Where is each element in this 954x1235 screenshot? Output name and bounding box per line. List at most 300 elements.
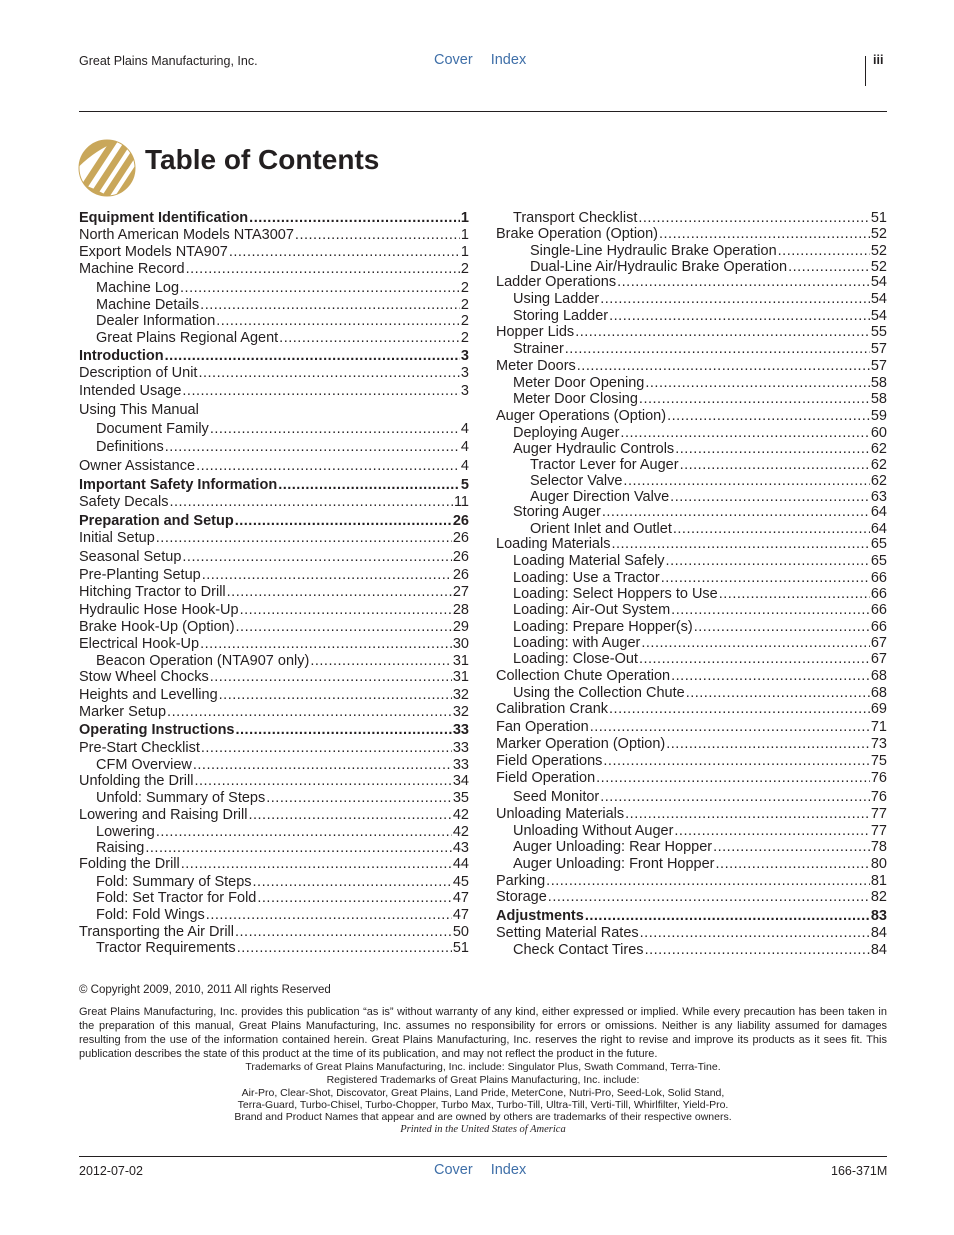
great-plains-logo-icon: [78, 139, 136, 197]
toc-entry[interactable]: [79, 773, 469, 790]
toc-entry-page: 84: [870, 942, 887, 958]
toc-dot-leader: [167, 704, 452, 721]
toc-entry[interactable]: [496, 806, 887, 823]
toc-entry[interactable]: [96, 313, 469, 330]
toc-entry-page: 2: [460, 313, 469, 329]
toc-entry-page: 64: [870, 504, 887, 520]
toc-entry-page: 51: [870, 210, 887, 226]
toc-dot-leader: [236, 722, 452, 739]
toc-entry-page: 31: [452, 653, 469, 669]
toc-entry[interactable]: [79, 227, 469, 244]
toc-dot-leader: [145, 840, 452, 857]
toc-entry-page: 66: [870, 586, 887, 602]
toc-entry-page: 60: [870, 425, 887, 441]
toc-dot-leader: [609, 308, 870, 325]
toc-entry-page: 54: [870, 291, 887, 307]
toc-entry[interactable]: [96, 653, 469, 670]
toc-entry[interactable]: [513, 504, 887, 521]
trademark-line: Brand and Product Names that appear and are owned by others are trademarks of their respective owners.: [234, 1111, 732, 1123]
toc-dot-leader: [686, 685, 870, 702]
toc-entry-title: Ladder Operations: [496, 274, 617, 290]
toc-entry[interactable]: [513, 441, 887, 458]
toc-entry-title: Lowering and Raising Drill: [79, 807, 248, 823]
toc-entry[interactable]: [79, 365, 469, 382]
toc-entry-title: Machine Log: [96, 280, 180, 296]
toc-dot-leader: [596, 770, 870, 787]
header-page-number: iii: [873, 53, 884, 67]
toc-dot-leader: [641, 635, 869, 652]
toc-entry-title: Preparation and Setup: [79, 513, 234, 529]
toc-entry-page: 11: [453, 494, 469, 510]
toc-dot-leader: [590, 719, 870, 736]
toc-entry-title: Brake Hook-Up (Option): [79, 619, 235, 635]
toc-dot-leader: [210, 421, 460, 438]
toc-dot-leader: [237, 940, 452, 957]
toc-entry-title: Export Models NTA907: [79, 244, 228, 260]
toc-entry[interactable]: [496, 274, 887, 291]
toc-entry-page: 77: [870, 823, 887, 839]
toc-entry-title: Initial Setup: [79, 530, 155, 546]
toc-entry[interactable]: [79, 402, 469, 419]
toc-entry-page: 57: [870, 341, 887, 357]
toc-entry-title: Loading: Close-Out: [513, 651, 638, 667]
toc-entry[interactable]: [513, 823, 887, 840]
toc-entry-title: Auger Hydraulic Controls: [513, 441, 675, 457]
toc-entry[interactable]: [79, 244, 469, 261]
toc-entry-title: Meter Doors: [496, 358, 576, 374]
toc-entry-title: Pre-Start Checklist: [79, 740, 200, 756]
toc-entry[interactable]: [496, 408, 887, 425]
toc-dot-leader: [186, 261, 460, 278]
toc-entry-page: 3: [460, 365, 469, 381]
toc-dot-leader: [193, 757, 452, 774]
toc-dot-leader: [182, 549, 451, 566]
toc-entry-title: Document Family: [96, 421, 209, 437]
toc-entry[interactable]: [496, 889, 887, 906]
toc-entry[interactable]: [96, 940, 469, 957]
toc-dot-leader: [249, 210, 460, 227]
toc-entry-page: 68: [870, 668, 887, 684]
toc-entry-title: Marker Setup: [79, 704, 167, 720]
toc-entry-title: Machine Record: [79, 261, 185, 277]
toc-entry[interactable]: [79, 261, 469, 278]
toc-entry-page: 29: [452, 619, 469, 635]
toc-entry-title: Unloading Without Auger: [513, 823, 674, 839]
toc-entry[interactable]: [79, 924, 469, 941]
toc-entry[interactable]: [496, 925, 887, 942]
toc-entry[interactable]: [79, 722, 469, 739]
toc-entry-title: Storing Auger: [513, 504, 601, 520]
toc-entry-title: Using the Collection Chute: [513, 685, 685, 701]
toc-entry-title: Introduction: [79, 348, 164, 364]
toc-dot-leader: [603, 753, 869, 770]
toc-entry-title: Beacon Operation (NTA907 only): [96, 653, 310, 669]
toc-entry-title: Storing Ladder: [513, 308, 609, 324]
toc-entry-page: 33: [452, 740, 469, 756]
toc-dot-leader: [609, 701, 870, 718]
toc-dot-leader: [666, 736, 870, 753]
toc-entry[interactable]: [96, 330, 469, 347]
toc-entry[interactable]: [530, 243, 887, 260]
toc-entry-page: 28: [452, 602, 469, 618]
toc-dot-leader: [778, 243, 870, 260]
toc-entry-title: Loading: Prepare Hopper(s): [513, 619, 693, 635]
footer-cover-link[interactable]: Cover: [434, 1162, 473, 1178]
toc-entry[interactable]: [513, 391, 887, 408]
toc-entry-page: 66: [870, 619, 887, 635]
toc-dot-leader: [671, 668, 870, 685]
toc-entry[interactable]: [79, 687, 469, 704]
toc-entry-title: Storage: [496, 889, 547, 905]
toc-dot-leader: [639, 391, 870, 408]
toc-entry-title: Great Plains Regional Agent: [96, 330, 279, 346]
toc-entry-title: Adjustments: [496, 908, 584, 924]
toc-dot-leader: [617, 274, 870, 291]
toc-entry[interactable]: [513, 553, 887, 570]
toc-entry-title: Seasonal Setup: [79, 549, 182, 565]
toc-entry-title: Owner Assistance: [79, 458, 196, 474]
toc-dot-leader: [278, 477, 460, 494]
toc-dot-leader: [235, 513, 452, 530]
toc-entry-title: Dealer Information: [96, 313, 216, 329]
header-cover-link[interactable]: Cover: [434, 52, 473, 68]
header-nav: [434, 52, 540, 68]
toc-entry-page: 44: [452, 856, 469, 872]
toc-entry-page: 30: [452, 636, 469, 652]
toc-entry-title: Stow Wheel Chocks: [79, 669, 209, 685]
toc-entry[interactable]: [79, 383, 469, 400]
toc-dot-leader: [602, 504, 870, 521]
toc-entry-title: Auger Operations (Option): [496, 408, 667, 424]
toc-dot-leader: [156, 824, 452, 841]
toc-dot-leader: [661, 570, 870, 587]
toc-entry-title: Lowering: [96, 824, 155, 840]
toc-dot-leader: [248, 807, 451, 824]
copyright-notice: © Copyright 2009, 2010, 2011 All rights Reserved: [79, 984, 331, 996]
toc-entry-page: 5: [460, 477, 469, 493]
header-index-link[interactable]: Index: [490, 52, 527, 68]
toc-entry-page: 4: [460, 458, 469, 474]
toc-entry-title: Auger Unloading: Rear Hopper: [513, 839, 713, 855]
toc-entry[interactable]: [79, 619, 469, 636]
toc-dot-leader: [202, 567, 452, 584]
toc-entry[interactable]: [79, 494, 469, 511]
toc-entry[interactable]: [96, 824, 469, 841]
toc-entry[interactable]: [513, 586, 887, 603]
toc-dot-leader: [645, 942, 870, 959]
toc-dot-leader: [667, 408, 870, 425]
toc-dot-leader: [694, 619, 870, 636]
toc-entry[interactable]: [79, 210, 469, 227]
toc-dot-leader: [295, 227, 460, 244]
toc-entry-page: 2: [460, 330, 469, 346]
toc-entry-page: 26: [452, 567, 469, 583]
toc-entry-page: 77: [870, 806, 887, 822]
toc-entry-page: 75: [870, 753, 887, 769]
toc-entry-title: Important Safety Information: [79, 477, 278, 493]
toc-entry[interactable]: [513, 308, 887, 325]
toc-entry[interactable]: [513, 635, 887, 652]
toc-entry-title: Equipment Identification: [79, 210, 249, 226]
toc-entry-page: 59: [870, 408, 887, 424]
toc-entry[interactable]: [79, 477, 469, 494]
toc-dot-leader: [165, 348, 460, 365]
toc-entry[interactable]: [513, 602, 887, 619]
toc-dot-leader: [666, 553, 870, 570]
toc-entry-title: Hydraulic Hose Hook-Up: [79, 602, 239, 618]
toc-dot-leader: [716, 856, 870, 873]
header-divider: [865, 56, 866, 86]
toc-entry-page: 83: [870, 908, 887, 924]
toc-entry[interactable]: [96, 790, 469, 807]
toc-entry[interactable]: [513, 651, 887, 668]
toc-entry[interactable]: [513, 210, 887, 227]
toc-dot-leader: [181, 856, 452, 873]
toc-entry-page: 82: [870, 889, 887, 905]
toc-entry-title: Selector Valve: [530, 473, 623, 489]
toc-entry-page: 84: [870, 925, 887, 941]
toc-dot-leader: [227, 584, 452, 601]
toc-dot-leader: [640, 925, 870, 942]
toc-entry[interactable]: [513, 839, 887, 856]
toc-dot-leader: [257, 890, 451, 907]
toc-entry[interactable]: [79, 348, 469, 365]
toc-entry-page: 67: [870, 651, 887, 667]
toc-entry-title: Dual-Line Air/Hydraulic Brake Operation: [530, 259, 788, 275]
toc-dot-leader: [719, 586, 870, 603]
toc-entry-title: Auger Unloading: Front Hopper: [513, 856, 715, 872]
toc-dot-leader: [680, 457, 870, 474]
footer-doc-number: 166-371M: [831, 1164, 888, 1178]
toc-entry-title: Deploying Auger: [513, 425, 620, 441]
toc-entry[interactable]: [79, 704, 469, 721]
toc-entry[interactable]: [513, 291, 887, 308]
toc-entry-page: 4: [460, 439, 469, 455]
toc-entry-title: Description of Unit: [79, 365, 198, 381]
toc-entry-page: 64: [870, 521, 887, 537]
toc-entry[interactable]: [496, 873, 887, 890]
toc-entry-title: Safety Decals: [79, 494, 169, 510]
toc-entry-page: 55: [870, 324, 887, 340]
header-company: Great Plains Manufacturing, Inc.: [79, 54, 258, 68]
toc-entry-title: Field Operations: [496, 753, 603, 769]
toc-entry-title: Unfolding the Drill: [79, 773, 194, 789]
toc-dot-leader: [235, 924, 452, 941]
toc-entry[interactable]: [513, 425, 887, 442]
toc-entry-page: 1: [460, 210, 469, 226]
toc-entry-title: Orient Inlet and Outlet: [530, 521, 672, 537]
toc-dot-leader: [219, 687, 452, 704]
toc-dot-leader: [639, 651, 870, 668]
toc-entry[interactable]: [496, 536, 887, 553]
toc-entry[interactable]: [513, 856, 887, 873]
footer-index-link[interactable]: Index: [490, 1162, 527, 1178]
toc-entry-page: 35: [452, 790, 469, 806]
toc-entry[interactable]: [79, 513, 469, 530]
toc-entry-title: Parking: [496, 873, 546, 889]
toc-entry-page: 47: [452, 907, 469, 923]
toc-entry-page: 73: [870, 736, 887, 752]
toc-entry-page: 26: [452, 513, 469, 529]
toc-entry[interactable]: [496, 908, 887, 925]
toc-dot-leader: [671, 602, 870, 619]
toc-entry-page: 66: [870, 570, 887, 586]
toc-entry[interactable]: [96, 907, 469, 924]
toc-dot-leader: [546, 873, 870, 890]
toc-entry-page: 42: [452, 807, 469, 823]
toc-entry[interactable]: [513, 789, 887, 806]
toc-entry[interactable]: [79, 584, 469, 601]
toc-dot-leader: [600, 291, 870, 308]
toc-entry-title: Hitching Tractor to Drill: [79, 584, 226, 600]
toc-entry[interactable]: [79, 602, 469, 619]
toc-entry[interactable]: [79, 807, 469, 824]
toc-entry[interactable]: [79, 458, 469, 475]
toc-dot-leader: [194, 773, 451, 790]
toc-entry-page: 1: [460, 244, 469, 260]
toc-entry[interactable]: [496, 324, 887, 341]
toc-entry-title: Heights and Levelling: [79, 687, 218, 703]
toc-entry-page: 62: [870, 441, 887, 457]
toc-dot-leader: [200, 402, 468, 419]
toc-dot-leader: [611, 536, 869, 553]
trademark-line: Registered Trademarks of Great Plains Manufacturing, Inc. include:: [326, 1074, 640, 1086]
toc-dot-leader: [659, 226, 870, 243]
toc-entry-title: Raising: [96, 840, 145, 856]
toc-entry[interactable]: [79, 567, 469, 584]
toc-entry-title: CFM Overview: [96, 757, 192, 773]
toc-entry-page: 45: [452, 874, 469, 890]
toc-entry-title: Setting Material Rates: [496, 925, 639, 941]
toc-entry-title: North American Models NTA3007: [79, 227, 294, 243]
toc-entry[interactable]: [496, 226, 887, 243]
toc-entry[interactable]: [496, 770, 887, 787]
toc-entry-page: 67: [870, 635, 887, 651]
toc-dot-leader: [675, 441, 870, 458]
toc-entry[interactable]: [96, 280, 469, 297]
toc-entry-title: Pre-Planting Setup: [79, 567, 201, 583]
toc-entry[interactable]: [496, 701, 887, 718]
toc-dot-leader: [200, 297, 460, 314]
toc-dot-leader: [169, 494, 452, 511]
toc-entry[interactable]: [530, 473, 887, 490]
toc-dot-leader: [165, 439, 460, 456]
toc-entry[interactable]: [79, 740, 469, 757]
toc-entry[interactable]: [96, 757, 469, 774]
toc-entry[interactable]: [79, 530, 469, 547]
toc-entry[interactable]: [513, 375, 887, 392]
toc-dot-leader: [600, 789, 870, 806]
toc-entry-title: Machine Details: [96, 297, 200, 313]
toc-entry[interactable]: [96, 421, 469, 438]
toc-entry-page: 43: [452, 840, 469, 856]
toc-dot-leader: [645, 375, 869, 392]
toc-entry[interactable]: [79, 856, 469, 873]
toc-entry[interactable]: [496, 719, 887, 736]
toc-entry-title: Fold: Set Tractor for Fold: [96, 890, 257, 906]
toc-entry-page: 33: [452, 722, 469, 738]
toc-entry-page: 2: [460, 280, 469, 296]
toc-entry[interactable]: [79, 549, 469, 566]
toc-entry-page: 80: [870, 856, 887, 872]
toc-entry-title: Tractor Lever for Auger: [530, 457, 679, 473]
toc-entry-title: Unloading Materials: [496, 806, 625, 822]
toc-entry-title: Using Ladder: [513, 291, 600, 307]
toc-entry[interactable]: [96, 874, 469, 891]
toc-entry-page: 63: [870, 489, 887, 505]
toc-entry-title: Hopper Lids: [496, 324, 575, 340]
toc-entry[interactable]: [513, 685, 887, 702]
toc-entry-page: 26: [452, 530, 469, 546]
trademark-line: Trademarks of Great Plains Manufacturing, Inc. include: Singulator Plus, Swath Command, Terra-Tine.: [245, 1061, 721, 1073]
toc-entry-title: Tractor Requirements: [96, 940, 236, 956]
toc-entry[interactable]: [96, 890, 469, 907]
toc-dot-leader: [623, 473, 869, 490]
toc-entry[interactable]: [96, 840, 469, 857]
trademark-line: Air-Pro, Clear-Shot, Discovator, Great Plains, Land Pride, MeterCone, Nutri-Pro, Seed-Lok, Solid Stand,: [241, 1087, 725, 1099]
page-title: Table of Contents: [145, 144, 380, 175]
toc-entry-page: 47: [452, 890, 469, 906]
printed-in-usa: Printed in the United States of America: [400, 1124, 566, 1135]
toc-dot-leader: [198, 365, 459, 382]
toc-entry-page: 50: [452, 924, 469, 940]
toc-dot-leader: [585, 908, 870, 925]
toc-entry[interactable]: [496, 668, 887, 685]
toc-entry-title: Transport Checklist: [513, 210, 638, 226]
toc-entry-page: 58: [870, 375, 887, 391]
toc-entry-page: 78: [870, 839, 887, 855]
toc-entry[interactable]: [79, 669, 469, 686]
toc-entry-title: Check Contact Tires: [513, 942, 644, 958]
toc-entry-page: 2: [460, 297, 469, 313]
toc-entry[interactable]: [513, 341, 887, 358]
toc-entry-title: Fan Operation: [496, 719, 589, 735]
toc-entry[interactable]: [96, 297, 469, 314]
toc-entry-title: Electrical Hook-Up: [79, 636, 200, 652]
toc-entry-page: 42: [452, 824, 469, 840]
toc-entry-title: Fold: Summary of Steps: [96, 874, 252, 890]
toc-entry-page: 52: [870, 226, 887, 242]
toc-entry-title: Loading: Select Hoppers to Use: [513, 586, 718, 602]
toc-entry-title: Meter Door Closing: [513, 391, 638, 407]
toc-entry[interactable]: [79, 636, 469, 653]
toc-entry-title: Collection Chute Operation: [496, 668, 671, 684]
toc-entry[interactable]: [96, 439, 469, 456]
toc-entry[interactable]: [496, 753, 887, 770]
toc-entry[interactable]: [496, 736, 887, 753]
toc-entry[interactable]: [530, 457, 887, 474]
toc-dot-leader: [229, 244, 460, 261]
toc-dot-leader: [713, 839, 870, 856]
toc-entry[interactable]: [496, 358, 887, 375]
toc-dot-leader: [210, 669, 452, 686]
toc-entry-title: Auger Direction Valve: [530, 489, 670, 505]
toc-entry[interactable]: [513, 942, 887, 959]
toc-entry-title: Loading Materials: [496, 536, 611, 552]
trademark-line: Terra-Guard, Turbo-Chisel, Turbo-Chopper, Turbo Max, Turbo-Till, Ultra-Till, Verti-Till, Whirlfilter, Yield-Pro.: [237, 1099, 729, 1111]
toc-entry-title: Intended Usage: [79, 383, 182, 399]
toc-dot-leader: [236, 619, 452, 636]
toc-dot-leader: [548, 889, 870, 906]
toc-entry[interactable]: [513, 619, 887, 636]
toc-entry-title: Loading: Use a Tractor: [513, 570, 660, 586]
toc-entry-title: Calibration Crank: [496, 701, 609, 717]
toc-entry-title: Single-Line Hydraulic Brake Operation: [530, 243, 777, 259]
toc-dot-leader: [216, 313, 460, 330]
toc-entry-title: Fold: Fold Wings: [96, 907, 205, 923]
toc-dot-leader: [206, 907, 452, 924]
toc-entry[interactable]: [513, 570, 887, 587]
